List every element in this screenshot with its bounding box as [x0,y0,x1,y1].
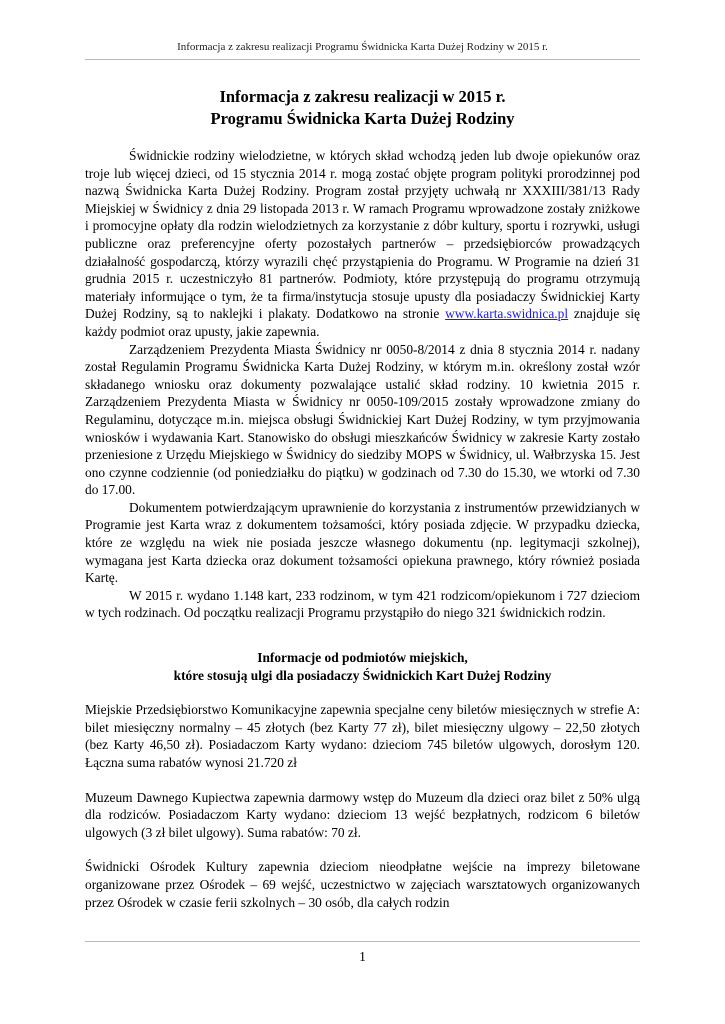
document-title [85,86,640,130]
paragraph-text: Świdnickie rodziny wielodzietne, w których skład wchodzą jeden lub dwoje opiekunów oraz troje lub więcej dzieci, od 15 stycznia 2014 r. mogą zostać objęte program polityki prorodzinnej pod nazwą Świdnicka Karta Dużej Rodziny. Program został przyjęty uchwałą nr XXXIII/381/13 Rady Miejskiej w Świdnicy z dnia 29 listopada 2013 r. W ramach Programu wprowadzone zostały zniżkowe i promocyjne opłaty dla rodzin wielodzietnych za korzystanie z dóbr kultury, sportu i rozrywki, usługi publiczne oraz preferencyjne oferty pozostałych partnerów – przedsiębiorców prowadzących działalność gospodarczą, którzy wyrazili chęć przystąpienia do Programu. W Programie na dzień 31 grudnia 2015 r. uczestniczyło 81 partnerów. Podmioty, które przystępują do programu otrzymują materiały informujące o tym, że ta firma/instytucja stosuje upusty dla posiadaczy Świdnickiej Karty Dużej Rodziny, są to naklejki i plakaty. Dodatkowo na stronie [85,148,640,322]
paragraph-museum: Muzeum Dawnego Kupiectwa zapewnia darmowy wstęp do Muzeum dla dzieci oraz bilet z 50% ulgą dla rodziców. Posiadaczom Karty wydano: dzieciom 13 wejść bezpłatnych, rodzicom 6 biletów ulgowych (3 zł bilet ulgowy). Suma rabatów: 70 zł. [85,789,640,840]
paragraph-statistics: W 2015 r. wydano 1.148 kart, 233 rodzinom, w tym 421 rodzicom/opiekunom i 727 dzieciom w tych rodzinach. Od początku realizacji Programu przystąpiło do niego 321 świdnickich rodzin. [85,587,640,621]
section-heading [85,649,640,684]
title-line-1: Informacja z zakresu realizacji w 2015 r. [219,87,506,106]
header-divider [85,59,640,60]
paragraph-mpk: Miejskie Przedsiębiorstwo Komunikacyjne zapewnia specjalne ceny biletów miesięcznych w strefie A: bilet miesięczny normalny – 45 złotych (bez Karty 77 zł), bilet miesięczny ulgowy – 22,50 złotych (bez Karty 46,50 zł). Posiadaczom Karty wydano: dzieciom 745 biletów ulgowych, dorosłym 120. Łączna suma rabatów wynosi 21.720 zł [85,702,640,770]
section-heading-line-2: które stosują ulgi dla posiadaczy Świdnickich Kart Dużej Rodziny [173,667,552,683]
karta-website-link[interactable]: www.karta.swidnica.pl [445,306,569,322]
running-header: Informacja z zakresu realizacji Programu Świdnicka Karta Dużej Rodziny w 2015 r. [177,41,548,53]
paragraph-regulations: Zarządzeniem Prezydenta Miasta Świdnicy nr 0050-8/2014 z dnia 8 stycznia 2014 r. nadany został Regulamin Programu Świdnicka Karta Dużej Rodziny, w którym m.in. określony został wzór składanego wniosku oraz dokumenty pozwalające ustalić skład rodziny. 10 kwietnia 2015 r. Zarządzeniem Prezydenta Miasta w Świdnicy nr 0050-109/2015 zostały wprowadzone zmiany do Regulaminu, dotyczące m.in. miejsca obsługi Świdnickiej Kart Dużej Rodziny, w tym przyjmowania wniosków i wydawania Kart. Stanowisko do obsługi mieszkańców Świdnicy w zakresie Karty zostało przeniesione z Urzędu Miejskiego w Świdnicy do siedziby MOPS w Świdnicy, ul. Wałbrzyska 15. Jest ono czynne codziennie (od poniedziałku do piątku) w godzinach od 7.30 do 15.30, we wtorki od 7.30 do 17.00. [85,341,640,498]
paragraph-culture-center: Świdnicki Ośrodek Kultury zapewnia dzieciom nieodpłatne wejście na imprezy biletowane organizowane przez Ośrodek – 69 wejść, uczestnictwo w zajęciach warsztatowych organizowanych przez Ośrodek w czasie ferii szkolnych – 30 osób, dla całych rodzin [85,859,640,910]
section-heading-line-1: Informacje od podmiotów miejskich, [257,650,468,666]
paragraph-text: znajduje się każdy podmiot oraz upusty, jakie zapewnia. [85,306,640,339]
page-number: 1 [359,949,366,964]
footer-divider [85,941,640,942]
paragraph-program-intro [85,147,640,341]
title-line-2: Programu Świdnicka Karta Dużej Rodziny [210,109,515,128]
paragraph-documents: Dokumentem potwierdzającym uprawnienie do korzystania z instrumentów przewidzianych w Programie jest Karta wraz z dokumentem tożsamości, który posiada zdjęcie. W przypadku dziecka, które ze względu na wiek nie posiada jeszcze własnego dokumentu (np. legitymacji szkolnej), wymagana jest Karta dziecka oraz dokument tożsamości opiekuna prawnego, który również posiada Kartę. [85,499,640,586]
document-body [85,147,640,911]
